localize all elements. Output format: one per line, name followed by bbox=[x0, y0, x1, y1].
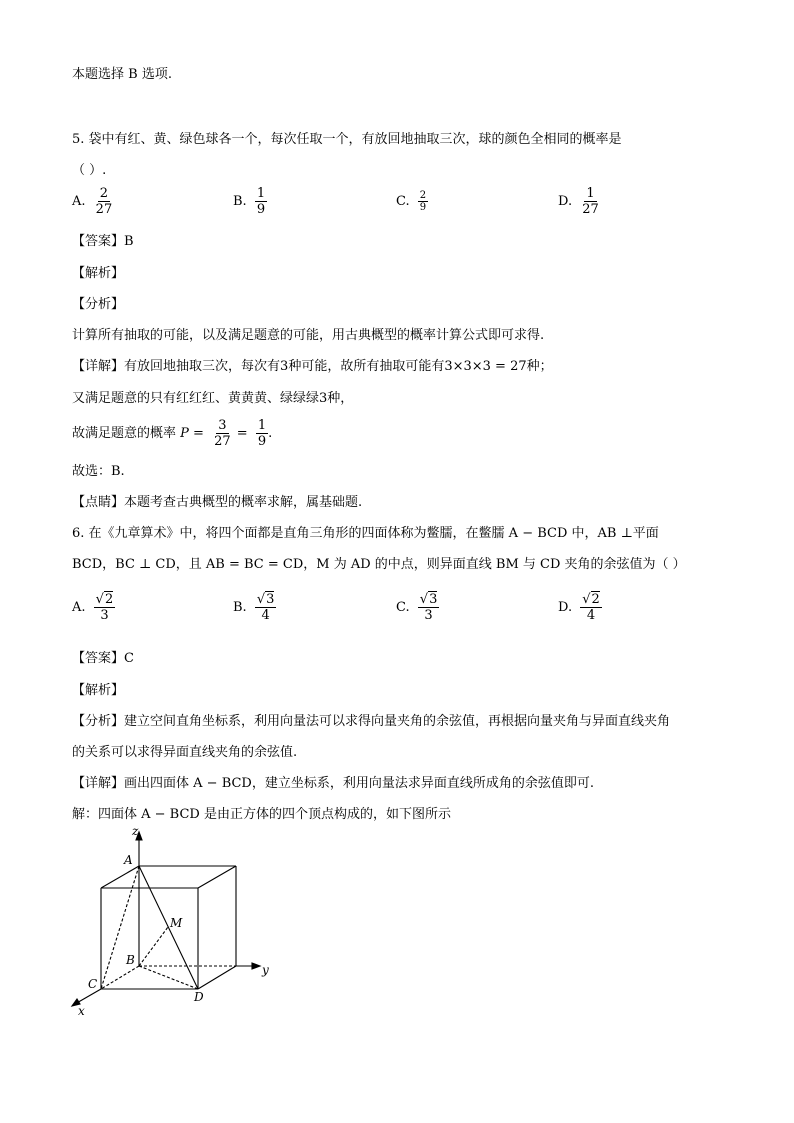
q6-analysis-tag: 【解析】 bbox=[72, 683, 125, 698]
fraction: $\frac{√2}{3}$ bbox=[95, 592, 114, 623]
q5-line2: 又满足题意的只有红红红、黄黄黄、绿绿绿3种， bbox=[72, 391, 354, 406]
q6-stem-line2: BCD，BC ⊥ CD，且 AB = BC = CD，M 为 AD 的中点，则异面直线 BM 与 CD 夹角的余弦值为（ ） bbox=[72, 557, 686, 572]
q5-option-b[interactable] bbox=[233, 186, 267, 217]
option-letter: D. bbox=[558, 194, 573, 209]
fraction: $\frac{2}{9}$ bbox=[419, 190, 427, 213]
option-letter: B. bbox=[233, 600, 247, 615]
fraction: $\frac{1}{9}$ bbox=[256, 186, 266, 217]
prev-answer-line: 本题选择 B 选项. bbox=[72, 67, 172, 82]
label-z: z bbox=[132, 826, 139, 838]
q6-solution: 解：四面体 A − BCD 是由正方体的四个顶点构成的，如下图所示 bbox=[72, 807, 451, 822]
q5-detail: 【详解】有放回地抽取三次，每次有3种可能，故所有抽取可能有3×3×3 = 27种； bbox=[72, 359, 553, 374]
q6-detail: 【详解】画出四面体 A − BCD，建立坐标系，利用向量法求异面直线所成角的余弦值即可. bbox=[72, 776, 594, 791]
label-C: C bbox=[88, 977, 98, 991]
q5-fenxi-tag: 【分析】 bbox=[72, 297, 125, 312]
q6-fenxi-line1: 【分析】建立空间直角坐标系，利用向量法可以求得向量夹角的余弦值，再根据向量夹角与异面直线夹角 bbox=[72, 714, 671, 729]
fraction: $\frac{√3}{3}$ bbox=[419, 592, 438, 623]
q5-choose: 故选：B. bbox=[72, 464, 125, 479]
label-B: B bbox=[126, 953, 135, 967]
q5-comment: 【点睛】本题考查古典概型的概率求解，属基础题. bbox=[72, 495, 363, 510]
q6-option-a[interactable] bbox=[72, 592, 115, 623]
q5-fenxi: 计算所有抽取的可能，以及满足题意的可能，用古典概型的概率计算公式即可求得. bbox=[72, 328, 545, 343]
cube-figure bbox=[60, 826, 290, 1016]
fraction: $\frac{1}{9}$ bbox=[257, 418, 267, 449]
q5-option-c[interactable] bbox=[396, 190, 428, 213]
edge-BM bbox=[139, 927, 168, 966]
option-letter: C. bbox=[396, 600, 410, 615]
q5-stem-line1: 5. 袋中有红、黄、绿色球各一个，每次任取一个，有放回地抽取三次，球的颜色全相同的概率是 bbox=[72, 132, 622, 147]
fraction: $\frac{1}{27}$ bbox=[582, 186, 599, 217]
fraction: $\frac{√2}{4}$ bbox=[582, 592, 600, 623]
q6-answer bbox=[72, 650, 134, 668]
label-D: D bbox=[194, 990, 204, 1004]
option-letter: A. bbox=[72, 600, 86, 615]
fraction: $\frac{3}{27}$ bbox=[214, 418, 231, 449]
fraction: $\frac{2}{27}$ bbox=[95, 186, 113, 217]
q6-option-d[interactable] bbox=[558, 592, 602, 623]
label-x: x bbox=[78, 1004, 85, 1016]
q6-stem-line1: 6. 在《九章算术》中，将四个面都是直角三角形的四面体称为鳖臑，在鳖臑 A − BCD 中，AB ⊥平面 bbox=[72, 526, 659, 541]
label-M: M bbox=[170, 916, 183, 930]
option-letter: B. bbox=[233, 194, 247, 209]
edge-AD bbox=[139, 866, 198, 989]
option-letter: A. bbox=[72, 194, 86, 209]
label-A: A bbox=[124, 853, 133, 867]
q5-answer bbox=[72, 233, 134, 251]
q6-option-b[interactable] bbox=[233, 592, 276, 623]
answer-value: B bbox=[124, 234, 134, 249]
q6-option-c[interactable] bbox=[396, 592, 439, 623]
q5-analysis-tag: 【解析】 bbox=[72, 266, 125, 281]
answer-tag: 【答案】 bbox=[72, 651, 125, 666]
q5-probability: 故满足题意的概率 P = $\frac{3}{27}$ = $\frac{1}{9}$ . bbox=[72, 418, 273, 449]
answer-value: C bbox=[124, 651, 134, 666]
q6-fenxi-line2: 的关系可以求得异面直线夹角的余弦值. bbox=[72, 745, 298, 760]
answer-tag: 【答案】 bbox=[72, 234, 125, 249]
label-y: y bbox=[262, 963, 269, 977]
option-letter: D. bbox=[558, 600, 573, 615]
q5-option-d[interactable] bbox=[558, 186, 601, 217]
fraction: $\frac{√3}{4}$ bbox=[256, 592, 275, 623]
y-arrow bbox=[252, 963, 260, 969]
q5-option-a[interactable] bbox=[72, 186, 114, 217]
q5-stem-line2: （ ）. bbox=[72, 163, 107, 178]
option-letter: C. bbox=[396, 194, 410, 209]
